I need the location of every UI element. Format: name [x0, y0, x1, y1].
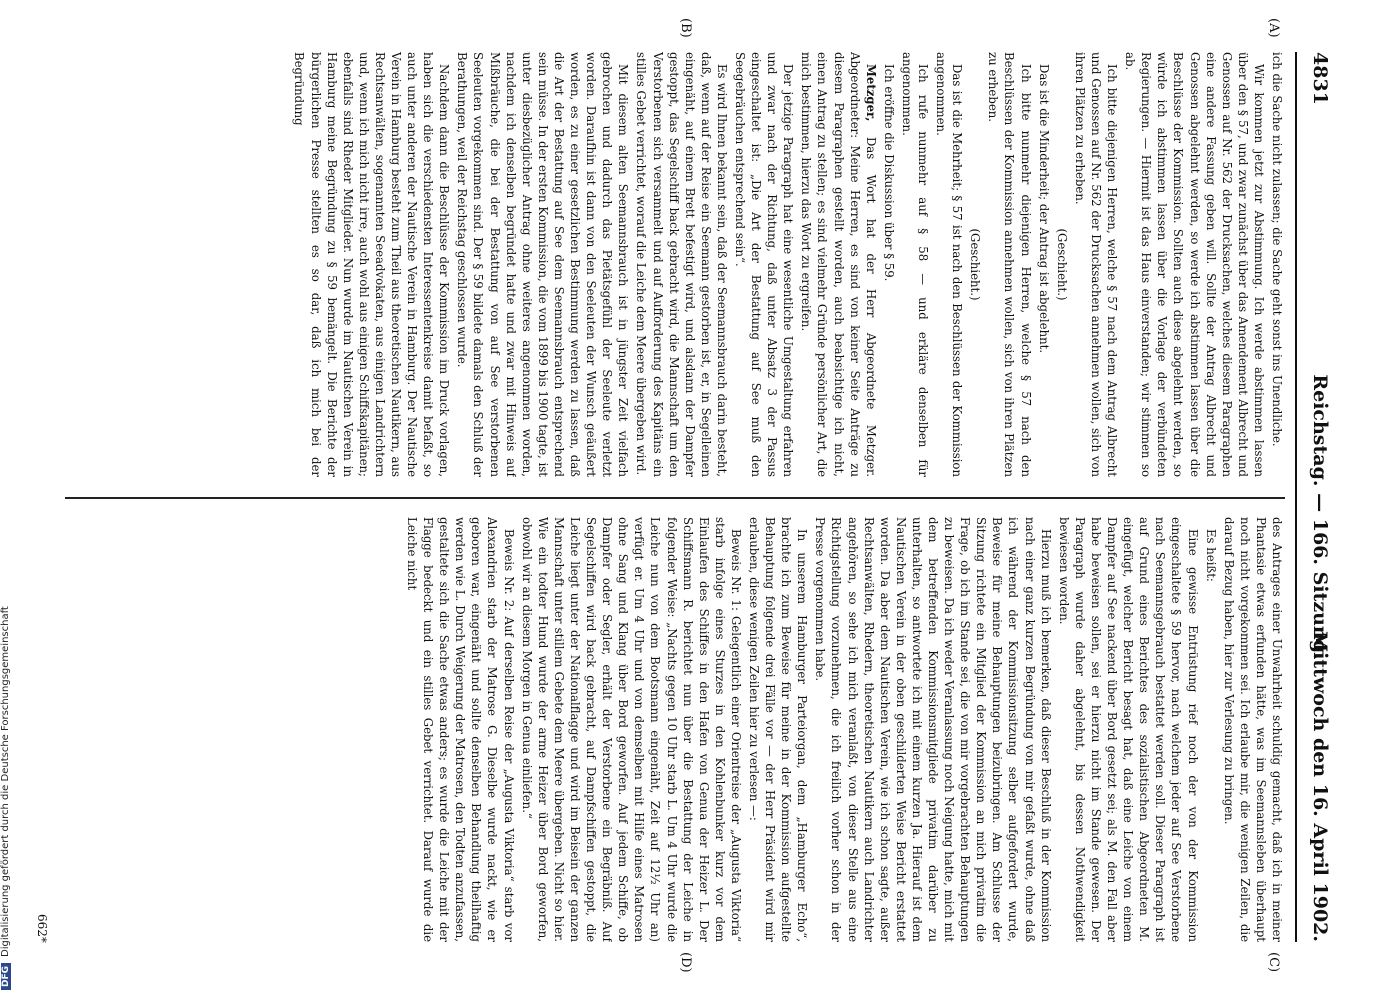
paragraph-text: Hierzu muß ich bemerken, daß dieser Beschluß in der Kommission nach einer ganz kurzen Begründung von mir gefaßt wurde, ohne daß ich während der Kommissionsitzung selber aufgefordert wurde, Beweise für meine Behauptungen beizubringen. Am Schlusse der Sitzung richtete ein Mitglied der Kommission an mich privatim die Frage, ob ich im Stande sei, die von mir vorgebrachten Behauptungen zu beweisen. Da ich weder Veranlassung noch Neigung hatte, mich mit dem betreffenden Kommissionsmitgliede privatim darüber zu unterhalten, so antwortete ich mit einem kurzen Ja. Hierauf ist dem Nautischen Verein in der oben geschilderten Weise Bericht erstattet worden. Da aber dem Nautischen Verein, wie ich schon sagte, außer Rechtsanwälten, Rhedern, theoretischen Nautikern auch Landrichter angehören, so sehe ich mich veranlaßt, von dieser Stelle aus eine Richtigstellung vorzunehmen, die ich freilich vorher schon in der Presse vorgenommen habe.: [813, 517, 1053, 942]
paragraph: [454, 52, 631, 477]
paragraph-text: Das Wort hat der Herr Abgeordnete Metzger. Abgeordneter: Meine Herren, es sind von keiner Seite Anträge zu diesem Paragraphen gestellt worden, auch beabsichtige ich nicht, einen Antrag zu stellen; es sind vielmehr Gründe persönlicher Art, die mich bestimmen, hierzu das Wort zu ergreifen.: [799, 52, 878, 477]
paragraph-text: Nachdem dann die Beschlüsse der Kommission im Druck vorlagen, haben sich die verschiedensten Interessentenkreise damit befaßt, so auch unter anderen der Nautische Verein in Hamburg. Der Nautische Verein in Hamburg besteht zum Theil aus theoretischen Nautikern, aus Rechtsanwälten, sogenannten Seeadvokaten, aus einigen Landrichtern und, wenn ich mich nicht irre, auch wohl aus einigen Schiffskapitänen; ebenfalls sind Rheder Mitglieder. Nun wurde im Nautischen Verein in Hamburg meine Begründung zu § 59 bemängelt. Die Berichte der bürgerlichen Presse stellten es so dar, daß ich mich bei der Begründung: [292, 52, 452, 477]
paragraph-text: ich die Sache nicht zulassen; die Sache geht sonst ins Unendliche.: [1270, 52, 1284, 447]
paragraph: [1072, 52, 1120, 477]
paragraph-text: Beweis Nr. 2: Auf derselben Reise der „Augusta Viktoria“ starb vor Alexandrien starb der Matrose G. Dieselbe wurde nackt, wie er geboren war, eingenäht und sollte denselben Behandlung theilhaftig werden wie L. Durch Weigerung der Matrosen, den Todten anzufassen, gestaltete sich die Sache etwas anders; es wurde die Leiche mit der Flagge bedeckt und ein stilles Gebet verrichtet. Darauf wurde die Leiche nicht: [405, 517, 516, 942]
paragraph-text: (Geschieht.): [968, 228, 983, 301]
paragraph-text: Es wird Ihnen bekannt sein, daß der Seemannsbrauch darin besteht, daß, wenn auf der Reise ein Seemann gestorben ist, er, in Segelleinen eingenäht, auf einem Brett befestigt wird, und alsdann der Dampfer gestoppt, das Segelschiff back gebracht wird, die Mannschaft um den Verstorbenen sich versammelt und auf Aufforderung des Kapitäns ein stilles Gebet verrichtet, worauf die Leiche dem Meere übergeben wird.: [634, 52, 729, 477]
paragraph-text: (Geschieht.): [1054, 228, 1069, 301]
margin-marker-b: (B): [678, 18, 693, 38]
paragraph: [967, 52, 983, 477]
paragraph-text: Der jetzige Paragraph hat eine wesentliche Umgestaltung erfahren und zwar nach der Richtung, daß unter Absatz 3 der Passus eingeschaltet ist: „Die Art der Bestattung auf See muß den Seegebräuchen entsprechend sein“.: [733, 52, 796, 477]
paragraph: [1036, 52, 1052, 477]
digitization-credit-text: Digitalisierung gefördert durch die Deutsche Forschungsgemeinschaft: [0, 606, 11, 957]
paragraph-text: Mit diesem alten Seemannsbrauch ist in jüngster Zeit vielfach gebrochen und dadurch das Pietätsgefühl der Seeleute verletzt worden. Daraufhin ist dann von den Seeleuten der Wunsch geäußert worden, es zu einer gesetzlichen Bestimmung werden zu lassen, daß die Art der Bestattung auf See dem Seemannsbrauch entsprechend sein müsse. In der ersten Kommission, die vom 1899 bis 1900 tagte, ist unter diesbezüglicher Antrag ohne weiteres angenommen worden, nachdem ich denselben begründet hatte und zwar mit Hinweis auf Mißbräuche, die bei der Bestattung von auf See verstorbenen Seeleuten vorgekommen sind. Der § 59 bildete damals den Schluß der Berathungen, weil der Reichstag geschlossen wurde.: [455, 52, 631, 477]
paragraph: [1122, 52, 1267, 477]
paragraph-text: Ich rufe nunmehr auf § 58 — und erkläre denselben für angenommen.: [899, 52, 931, 477]
paragraph-text: Das ist die Minderheit; der Antrag ist abgelehnt.: [1036, 64, 1051, 354]
paragraph-text: Eine gewisse Entrüstung rief noch der von der Kommission eingeschaltete § 59 hervor, nach welchem jeder auf See Verstorbene nach Seemannsgebrauch bestattet werden soll. Dieser Paragraph ist auf Grund eines Berichtes des sozialistischen Abgeordneten M. eingefügt, welcher Bericht besagt hat, daß eine Leiche von einem Dampfer auf See nackend über Bord gesetzt sei; als M. den Fall aber habe beweisen sollen, sei er hierzu nicht im Stande gewesen. Der Paragraph wurde daher abgelehnt, bis dessen Nothwendigkeit bewiesen worden.: [1056, 517, 1200, 942]
page-footer-number: 662*: [35, 914, 49, 943]
paragraph: [812, 517, 1053, 942]
header-date: Mittwoch den 16. April 1902.: [1309, 631, 1331, 942]
left-text-column: [65, 52, 1285, 477]
paragraph-text: Das ist die Mehrheit; § 57 ist nach den Beschlüssen der Kommission angenommen.: [934, 52, 965, 477]
speaker-name: Metzger,: [863, 64, 878, 122]
paragraph-text: Wir kommen jetzt zur Abstimmung. Ich werde abstimmen lassen über den § 57, und zwar zunächst über das Amendement Albrecht und Genossen auf Nr. 562 der Drucksachen, welches diesem Paragraphen eine andere Fassung geben will. Sollte der Antrag Albrecht und Genossen abgelehnt werden, so werde ich abstimmen lassen über die Beschlüsse der Kommission. Sollten auch diese abgelehnt werden, so würde ich abstimmen lassen über die Vorlage der verbündeten Regierungen. — Hiermit ist das Haus einverstanden; wir stimmen so ab.: [1123, 52, 1266, 477]
paragraph: [291, 52, 452, 477]
right-text-column: [65, 517, 1285, 942]
paragraph: [633, 52, 730, 477]
paragraph: [881, 52, 897, 477]
paragraph-text: des Antrages einer Unwahrheit schuldig gemacht, daß ich in meiner Phantasie etwas erfunden hätte, was im Seemannsleben überhaupt noch nicht vorgekommen sei. Ich erlaube mir, die wenigen Zeilen, die darauf Bezug haben, hier zur Verlesung zu bringen.: [1221, 517, 1284, 942]
paragraph: [519, 517, 744, 942]
paragraph: [1054, 52, 1070, 477]
paragraph-text: Beweis Nr. 1: Gelegentlich einer Orientreise der „Augusta Viktoria“ starb infolge eines Sturzes in den Kohlenbunker kurz vor dem Einlaufen des Schiffes in den Hafen von Genua der Heizer L. Der Schiffsmann R. berichtet nun über die Bestattung der Leiche in folgender Weise: „Nachts gegen 10 Uhr starb L. Um 4 Uhr wurde die Leiche nun von dem Bootsmann eingenäht, Zeit auf 12½ Uhr an) verfügt er. Um 4 Uhr und von demselben mit Hilfe eines Matrosen ohne Sang und Klang über Bord geworfen. Auf jedem Schiffe, ob Dampfer oder Segler, erhält der Verstorbene ein Begräbniß. Auf Segelschiffen wird back gebracht, auf Dampfschiffen gestoppt, die Leiche liegt unter der Nationalflagge und wird im Beisein der ganzen Mannschaft unter stillem Gebete dem Meere übergeben. Nicht so hier. Wie ein todter Hund wurde der arme Heizer über Bord geworfen, obwohl wir an diesem Morgen in Genua einliefen.“: [519, 517, 743, 942]
paragraph: [732, 52, 796, 477]
dfg-logo: DFG: [1, 963, 11, 990]
paragraph-text: Ich bitte diejenigen Herren, welche § 57 nach dem Antrag Albrecht und Genossen auf Nr. 562 der Drucksachen annehmen wollen, sich von ihren Plätzen zu erheben.: [1072, 52, 1120, 477]
margin-marker-d: (D): [678, 952, 693, 973]
paragraph: [1269, 52, 1285, 477]
header-title: Reichstag. — 166. Sitzung.: [1309, 374, 1331, 660]
paragraph-text: Es heißt:: [1203, 529, 1218, 582]
paragraph-text: Ich eröffne die Diskussion über § 59.: [881, 64, 896, 282]
document-page: [35, 18, 1337, 973]
paragraph: [1056, 517, 1201, 942]
paragraph: [1203, 517, 1219, 942]
paragraph: [404, 517, 517, 942]
paragraph: [1221, 517, 1285, 942]
paragraph-text: In unserem Hamburger Parteiorgan, dem „Hamburger Echo“, brachte ich zum Beweise für meine in der Kommission aufgestellte Behauptung folgende drei Fälle vor — der Herr Präsident wird mir erlauben, diese wenigen Zeilen hier zu verlesen —:: [747, 517, 810, 942]
column-divider: [65, 497, 1285, 499]
header-page-number: 4831: [1309, 52, 1331, 105]
running-header: [1295, 52, 1337, 942]
digitization-credit: [0, 0, 14, 990]
margin-marker-a: (A): [1266, 18, 1281, 38]
paragraph: [899, 52, 931, 477]
margin-marker-c: (C): [1266, 952, 1281, 973]
paragraph-text: Ich bitte nunmehr diejenigen Herren, welche § 57 nach den Beschlüssen der Kommission annehmen wollen, sich von ihren Plätzen zu erheben.: [986, 52, 1033, 477]
paragraph: [985, 52, 1033, 477]
paragraph: [933, 52, 965, 477]
paragraph: [746, 517, 810, 942]
paragraph: [798, 52, 878, 477]
